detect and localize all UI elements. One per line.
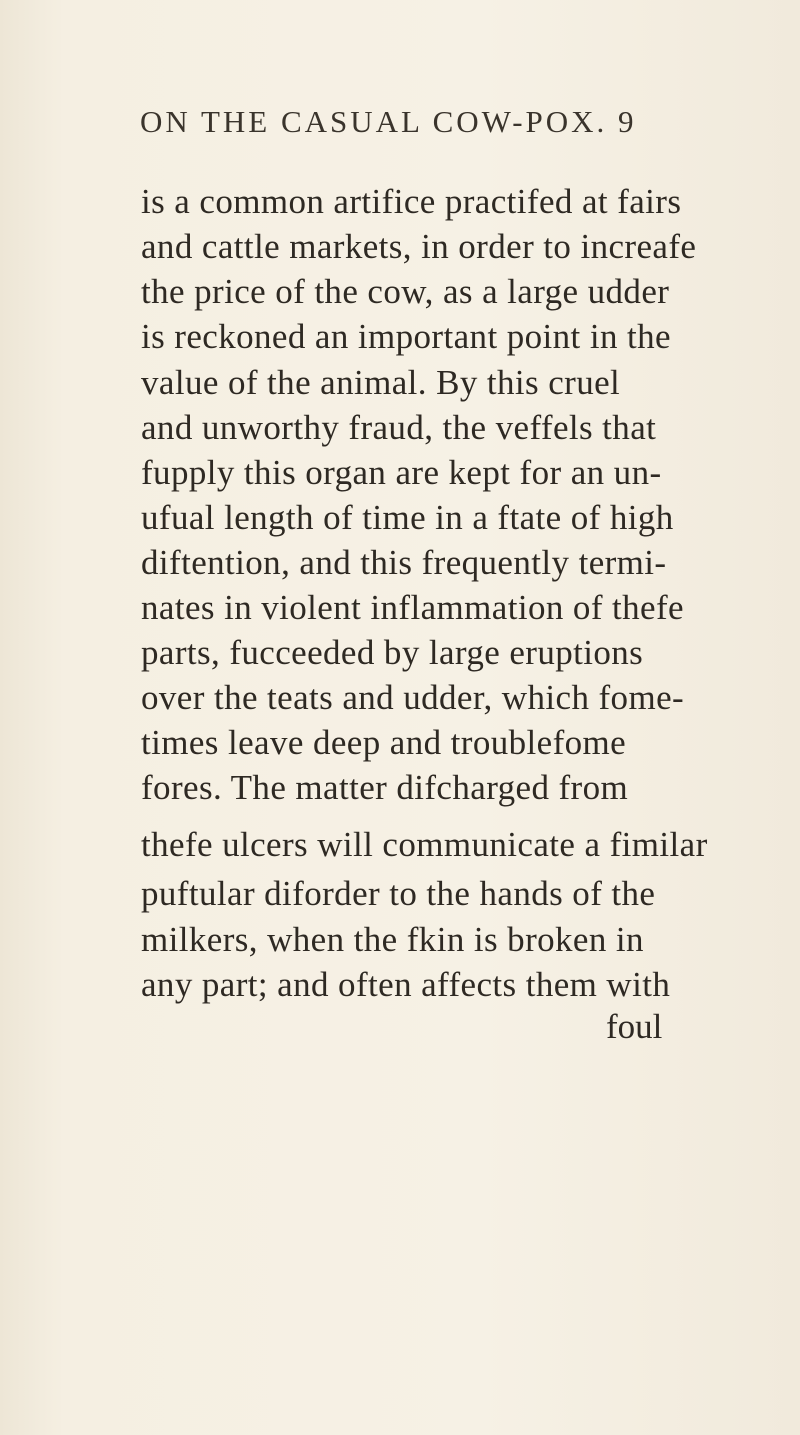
text-line: value of the animal. By this cruel	[141, 363, 621, 402]
text-line: is reckoned an important point in the	[141, 317, 671, 356]
text-line: milkers, when the fkin is broken in	[141, 920, 644, 959]
text-line: any part; and often affects them with	[141, 965, 671, 1004]
text-line: ufual length of time in a ftate of high	[141, 498, 674, 537]
text-line: fupply this organ are kept for an un-	[141, 453, 662, 492]
page-number: 9	[618, 104, 634, 139]
running-head-title: ON THE CASUAL COW-POX.	[140, 104, 608, 139]
catchword: foul	[606, 1007, 663, 1046]
text-line: parts, fucceeded by large eruptions	[141, 633, 644, 672]
text-line: fores. The matter difcharged from	[141, 768, 629, 807]
text-line: the price of the cow, as a large udder	[141, 272, 670, 311]
text-line: and cattle markets, in order to increafe	[141, 227, 697, 266]
text-line: and unworthy fraud, the veffels that	[141, 408, 657, 447]
text-line: nates in violent inflammation of thefe	[141, 588, 684, 627]
running-head	[140, 104, 740, 144]
text-line: times leave deep and troublefome	[141, 723, 627, 762]
text-line: puftular diforder to the hands of the	[141, 874, 656, 913]
text-line: diftention, and this frequently termi-	[141, 543, 667, 582]
text-line: thefe ulcers will communicate a fimilar	[141, 825, 708, 864]
text-line: over the teats and udder, which fome-	[141, 678, 685, 717]
text-line: is a common artifice practifed at fairs	[141, 182, 682, 221]
